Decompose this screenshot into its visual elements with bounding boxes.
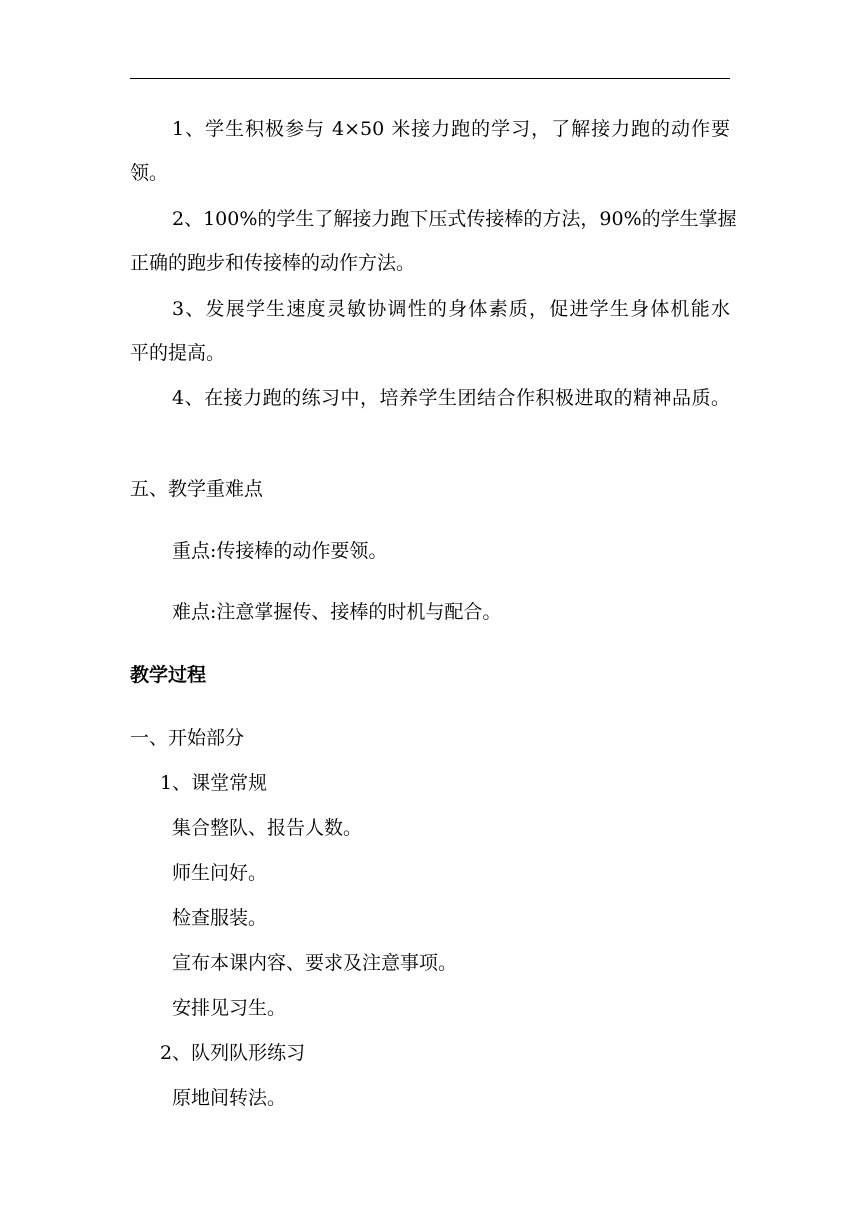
header-rule [130,78,730,79]
objective-3-line-2: 平的提高。 [130,342,226,364]
key-points-heading: 五、教学重难点 [130,478,264,500]
list-item: 安排见习生。 [172,997,287,1019]
objective-4: 4、在接力跑的练习中，培养学生团结合作积极进取的精神品质。 [172,387,730,409]
section-start-heading: 一、开始部分 [130,727,245,749]
list-item: 检查服装。 [172,907,268,929]
subsection-classroom-routine: 1、课堂常规 [160,772,268,794]
subsection-formation-drill: 2、队列队形练习 [160,1042,306,1064]
objective-1-line-1: 1、学生积极参与 4×50 米接力跑的学习，了解接力跑的动作要 [172,118,730,140]
objective-2-line-1: 2、100%的学生了解接力跑下压式传接棒的方法，90%的学生掌握 [172,208,737,230]
difficulty-point: 难点:注意掌握传、接棒的时机与配合。 [172,601,502,623]
objective-3-line-1: 3、发展学生速度灵敏协调性的身体素质，促进学生身体机能水 [172,298,730,320]
list-item: 师生问好。 [172,862,268,884]
list-item: 集合整队、报告人数。 [172,817,363,839]
list-item: 宣布本课内容、要求及注意事项。 [172,952,458,974]
objective-1-line-2: 领。 [130,162,169,184]
list-item: 原地间转法。 [172,1087,287,1109]
process-title: 教学过程 [130,664,207,686]
objective-2-line-2: 正确的跑步和传接棒的动作方法。 [130,252,416,274]
key-point: 重点:传接棒的动作要领。 [172,540,388,562]
